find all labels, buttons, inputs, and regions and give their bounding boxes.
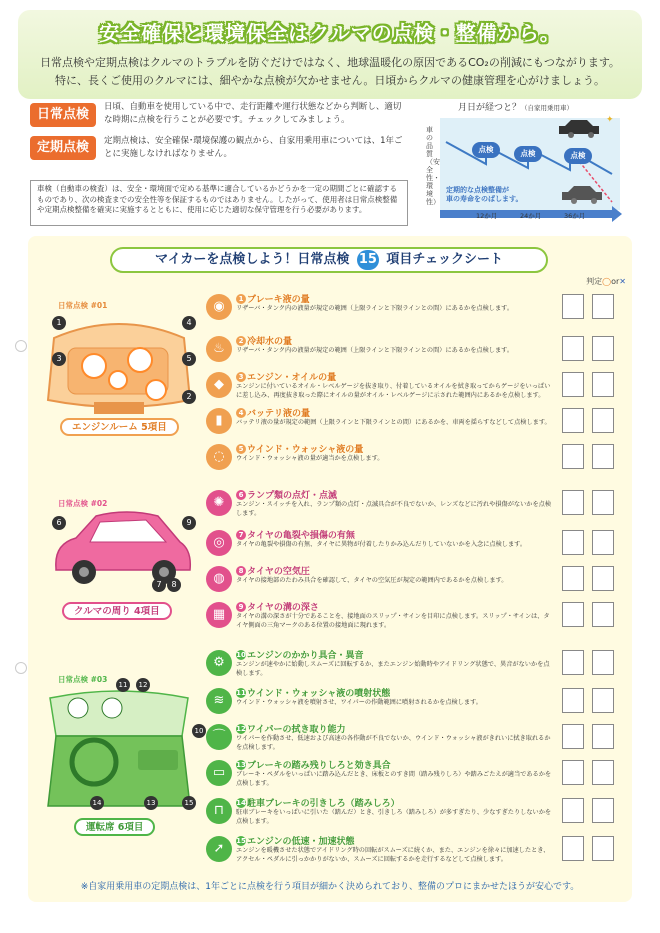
item-number: 13 bbox=[236, 761, 246, 769]
section-1-label: エンジンルーム 5項目 bbox=[60, 418, 179, 436]
tick-36: 36か月 bbox=[564, 212, 586, 220]
judge-checkbox-2[interactable] bbox=[592, 444, 614, 469]
check-item bbox=[206, 834, 624, 878]
diagram-num-15: 15 bbox=[182, 796, 196, 810]
battery-icon: ▮ bbox=[206, 408, 232, 434]
judge-checkbox-2[interactable] bbox=[592, 530, 614, 555]
diagram-num-3: 3 bbox=[52, 352, 66, 366]
tick-24: 24か月 bbox=[520, 212, 542, 220]
item-title: ブレーキ液の量 bbox=[247, 295, 310, 305]
engine-accel-icon: ➚ bbox=[206, 836, 232, 862]
graph-note-1: 定期的な点検整備が bbox=[446, 186, 509, 194]
diagram-num-4: 4 bbox=[182, 316, 196, 330]
cross-mark-icon: ✕ bbox=[619, 277, 626, 286]
item-description: リザーバ・タンク内の液量が規定の範囲（上限ラインと下限ラインとの間）にあるかを点検します。 bbox=[236, 347, 514, 354]
item-title: 駐車ブレーキの引きしろ（踏みしろ） bbox=[247, 799, 400, 809]
periodic-inspection-tag: 定期点検 bbox=[30, 136, 96, 160]
item-description: エンジンが速やかに始動しスムーズに回転するか、またエンジン始動時やアイドリング状態で、異音がないかを点検します。 bbox=[236, 661, 550, 677]
sparkle-icon: ✦ bbox=[606, 115, 614, 125]
item-description: エンジンに付いているオイル・レベルゲージを抜き取り、付着しているオイルを拭き取ってからゲージをいっぱいに差し込み、再度抜き取った際にオイルの量がオイル・レベルゲージに示された範囲内にあるかを点検します。 bbox=[236, 383, 551, 399]
item-title: ウインド・ウォッシャ液の噴射状態 bbox=[247, 689, 391, 699]
engine-start-icon: ⚙ bbox=[206, 650, 232, 676]
vehicle-inspection-note: 車検（自動車の検査）は、安全・環境面で定める基準に適合しているかどうかを一定の期間ごとに確認するものであり、次の検査までの安全性等を保証するものではありません。したがって、使用者は日常点検整備や定期点検整備を確実に実施するとともに、使用に応じた適切な保守管理を行う必要があります。 bbox=[30, 180, 408, 226]
oil-icon: ◆ bbox=[206, 372, 232, 398]
sheet-title: マイカーを点検しよう！日常点検 15 項目チェックシート bbox=[110, 247, 548, 273]
judge-checkbox-2[interactable] bbox=[592, 336, 614, 361]
inspection-bubble-1: 点検 bbox=[472, 142, 500, 158]
item-number: 4 bbox=[236, 408, 246, 418]
item-title: ワイパーの拭き取り能力 bbox=[247, 725, 346, 735]
item-title: タイヤの溝の深さ bbox=[247, 603, 319, 613]
judgement-legend: 判定◯or✕ bbox=[586, 277, 626, 286]
judge-checkbox-2[interactable] bbox=[592, 798, 614, 823]
check-item bbox=[206, 600, 624, 644]
engine-room-illustration bbox=[44, 310, 194, 422]
diagram-num-9: 9 bbox=[182, 516, 196, 530]
item-description: ワイパーを作動させ、低速および高速の各作動が不良でないか、ウインド・ウォッシャ液がきれいに拭き取れるかを点検します。 bbox=[236, 735, 551, 751]
brake-fluid-icon: ◉ bbox=[206, 294, 232, 320]
item-number: 9 bbox=[236, 602, 246, 612]
item-number: 1 bbox=[236, 294, 246, 304]
item-number: 11 bbox=[236, 689, 246, 697]
item-description: ウインド・ウォッシャ液の量が適当かを点検します。 bbox=[236, 455, 384, 462]
daily-inspection-text: 日頃、自動車を使用している中で、走行距離や運行状態などから判断し、適切な時期に点検を行うことが必要です。チェックしてみましょう。 bbox=[104, 102, 402, 125]
washer-spray-icon: ≋ bbox=[206, 688, 232, 714]
judge-checkbox-2[interactable] bbox=[592, 650, 614, 675]
check-item bbox=[206, 442, 624, 486]
section-1-tag: 日常点検 #01 bbox=[58, 301, 108, 310]
tire-pressure-icon: ◍ bbox=[206, 566, 232, 592]
item-number: 10 bbox=[236, 651, 246, 659]
judge-checkbox-1[interactable] bbox=[562, 760, 584, 785]
judge-checkbox-1[interactable] bbox=[562, 650, 584, 675]
judge-checkbox-1[interactable] bbox=[562, 566, 584, 591]
diagram-num-1: 1 bbox=[52, 316, 66, 330]
judge-checkbox-2[interactable] bbox=[592, 490, 614, 515]
daily-inspection-tag: 日常点検 bbox=[30, 103, 96, 127]
tire-tread-icon: ▦ bbox=[206, 602, 232, 628]
item-number: 8 bbox=[236, 566, 246, 576]
page-title: 安全確保と環境保全はクルマの点検・整備から。 bbox=[99, 21, 561, 45]
section-2-label: クルマの周り 4項目 bbox=[62, 602, 172, 620]
judge-checkbox-1[interactable] bbox=[562, 724, 584, 749]
diagram-num-10: 10 bbox=[192, 724, 206, 738]
check-item bbox=[206, 292, 624, 336]
item-count-badge: 15 bbox=[357, 250, 379, 270]
inspection-bubble-2: 点検 bbox=[514, 146, 542, 162]
judge-checkbox-1[interactable] bbox=[562, 490, 584, 515]
judge-checkbox-1[interactable] bbox=[562, 530, 584, 555]
item-number: 12 bbox=[236, 725, 246, 733]
judge-checkbox-1[interactable] bbox=[562, 294, 584, 319]
judge-checkbox-1[interactable] bbox=[562, 408, 584, 433]
item-title: タイヤの空気圧 bbox=[247, 567, 310, 577]
item-number: 5 bbox=[236, 444, 246, 454]
judge-checkbox-1[interactable] bbox=[562, 602, 584, 627]
item-title: 冷却水の量 bbox=[247, 337, 293, 347]
section-3-label: 運転席 6項目 bbox=[74, 818, 155, 836]
item-title: タイヤの亀裂や損傷の有無 bbox=[247, 531, 355, 541]
quality-graph bbox=[418, 90, 623, 225]
diagram-num-14: 14 bbox=[90, 796, 104, 810]
judge-checkbox-1[interactable] bbox=[562, 836, 584, 861]
lamp-icon: ✺ bbox=[206, 490, 232, 516]
item-title: ランプ類の点灯・点滅 bbox=[247, 491, 338, 501]
brake-pedal-icon: ▭ bbox=[206, 760, 232, 786]
judge-checkbox-1[interactable] bbox=[562, 798, 584, 823]
item-description: タイヤの接地部のたわみ具合を確認して、タイヤの空気圧が規定の範囲内であるかを点検します。 bbox=[236, 577, 508, 584]
diagram-num-6: 6 bbox=[52, 516, 66, 530]
periodic-inspection-text: 定期点検は、安全確保･環境保護の観点から、自家用乗用車については、1年ごとに実施しなければなりません。 bbox=[104, 136, 403, 159]
diagram-num-12: 12 bbox=[136, 678, 150, 692]
judge-checkbox-2[interactable] bbox=[592, 566, 614, 591]
judge-checkbox-1[interactable] bbox=[562, 444, 584, 469]
item-description: タイヤの溝の深さが十分であることを、接地面のスリップ・サインを目印に点検します。スリップ・サインは、タイヤ側面の三角マークのある位置の接地面に現れます。 bbox=[236, 613, 550, 629]
judge-checkbox-2[interactable] bbox=[592, 688, 614, 713]
judge-checkbox-1[interactable] bbox=[562, 688, 584, 713]
item-number: 6 bbox=[236, 490, 246, 500]
coolant-icon: ♨ bbox=[206, 336, 232, 362]
section-2-tag: 日常点検 #02 bbox=[58, 499, 108, 508]
binder-hole bbox=[15, 340, 27, 352]
washer-fluid-icon: ◌ bbox=[206, 444, 232, 470]
item-description: エンジン・スイッチを入れ、ランプ類の点灯・点滅具合が不良でないか、レンズなどに汚れや損傷がないかを点検します。 bbox=[236, 501, 552, 517]
footer-note: ※自家用乗用車の定期点検は、1年ごとに点検を行う項目が細かく決められており、整備のプロにまかせたほうが安心です。 bbox=[80, 882, 580, 892]
graph-ylabel: 車の品質（安全性・環境性） bbox=[426, 126, 440, 206]
item-title: ブレーキの踏み残りしろと効き具合 bbox=[247, 761, 391, 771]
diagram-num-5: 5 bbox=[182, 352, 196, 366]
tick-12: 12か月 bbox=[476, 212, 498, 220]
item-number: 3 bbox=[236, 372, 246, 382]
judge-checkbox-2[interactable] bbox=[592, 760, 614, 785]
graph-subtitle: （自家用乗用車） bbox=[521, 104, 574, 112]
check-sheet bbox=[28, 236, 632, 902]
judge-checkbox-2[interactable] bbox=[592, 408, 614, 433]
graph-note-2: 車の寿命をのばします。 bbox=[446, 195, 523, 203]
judge-checkbox-2[interactable] bbox=[592, 294, 614, 319]
drivers-seat-illustration bbox=[42, 688, 196, 814]
diagram-num-7: 7 bbox=[152, 578, 166, 592]
diagram-num-2: 2 bbox=[182, 390, 196, 404]
item-title: エンジンのかかり具合・異音 bbox=[247, 651, 364, 661]
diagram-num-8: 8 bbox=[167, 578, 181, 592]
judge-checkbox-2[interactable] bbox=[592, 372, 614, 397]
section-3-tag: 日常点検 #03 bbox=[58, 675, 108, 684]
binder-hole bbox=[15, 662, 27, 674]
item-description: エンジンを暖機させた状態でアイドリング時の回転がスムーズに続くか、また、エンジンを徐々に加速したとき、アクセル・ペダルに引っかかりがないか、スムーズに回転するかを走行するなどして点検します。 bbox=[236, 847, 550, 863]
inspection-bubble-3: 点検 bbox=[564, 148, 592, 164]
judge-checkbox-2[interactable] bbox=[592, 602, 614, 627]
judge-checkbox-2[interactable] bbox=[592, 836, 614, 861]
item-description: ブレーキ・ペダルをいっぱいに踏み込んだとき、床板とのすき間（踏み残りしろ）や踏みごたえが適当であるかを点検します。 bbox=[236, 771, 552, 787]
circle-mark-icon: ◯ bbox=[602, 277, 612, 286]
item-number: 7 bbox=[236, 530, 246, 540]
judge-checkbox-1[interactable] bbox=[562, 372, 584, 397]
item-title: バッテリ液の量 bbox=[247, 409, 311, 419]
tire-damage-icon: ◎ bbox=[206, 530, 232, 556]
header-banner bbox=[18, 10, 642, 99]
item-number: 14 bbox=[236, 799, 246, 807]
wiper-icon: ⌒ bbox=[206, 724, 232, 750]
judge-checkbox-2[interactable] bbox=[592, 724, 614, 749]
intro-line-2: 特に、長くご使用のクルマには、細やかな点検が欠かせません。日頃からクルマの健康管理を心がけましょう。 bbox=[55, 74, 605, 87]
item-description: ウインド・ウォッシャ液を噴射させ、ワイパーの作動範囲に噴射されるかを点検します。 bbox=[236, 699, 482, 706]
graph-title: 月日が経つと？ bbox=[458, 103, 522, 113]
judge-checkbox-1[interactable] bbox=[562, 336, 584, 361]
item-description: 駐車ブレーキをいっぱいに引いた（踏んだ）とき、引きしろ（踏みしろ）が多すぎたり、少なすぎたりしないかを点検します。 bbox=[236, 809, 552, 825]
item-number: 15 bbox=[236, 837, 246, 845]
parking-brake-icon: ⊓ bbox=[206, 798, 232, 824]
item-title: エンジン・オイルの量 bbox=[247, 373, 337, 383]
item-title: エンジンの低速・加速状態 bbox=[247, 837, 355, 847]
item-title: ウインド・ウォッシャ液の量 bbox=[247, 445, 364, 455]
item-description: タイヤの亀裂や損傷の有無、タイヤに異物が付着したりかみ込んだりしていないかを入念に点検します。 bbox=[236, 541, 527, 548]
diagram-num-13: 13 bbox=[144, 796, 158, 810]
intro-line-1: 日常点検や定期点検はクルマのトラブルを防ぐだけではなく、地球温暖化の原因であるCO₂の削減にもつながります。 bbox=[40, 56, 620, 69]
check-item bbox=[206, 488, 624, 532]
item-description: バッテリ液の量が規定の範囲（上限ラインと下限ラインとの間）にあるかを、車両を揺らすなどして点検します。 bbox=[236, 419, 551, 426]
item-number: 2 bbox=[236, 336, 246, 346]
item-description: リザーバ・タンク内の液量が規定の範囲（上限ラインと下限ラインとの間）にあるかを点検します。 bbox=[236, 305, 514, 312]
diagram-num-11: 11 bbox=[116, 678, 130, 692]
